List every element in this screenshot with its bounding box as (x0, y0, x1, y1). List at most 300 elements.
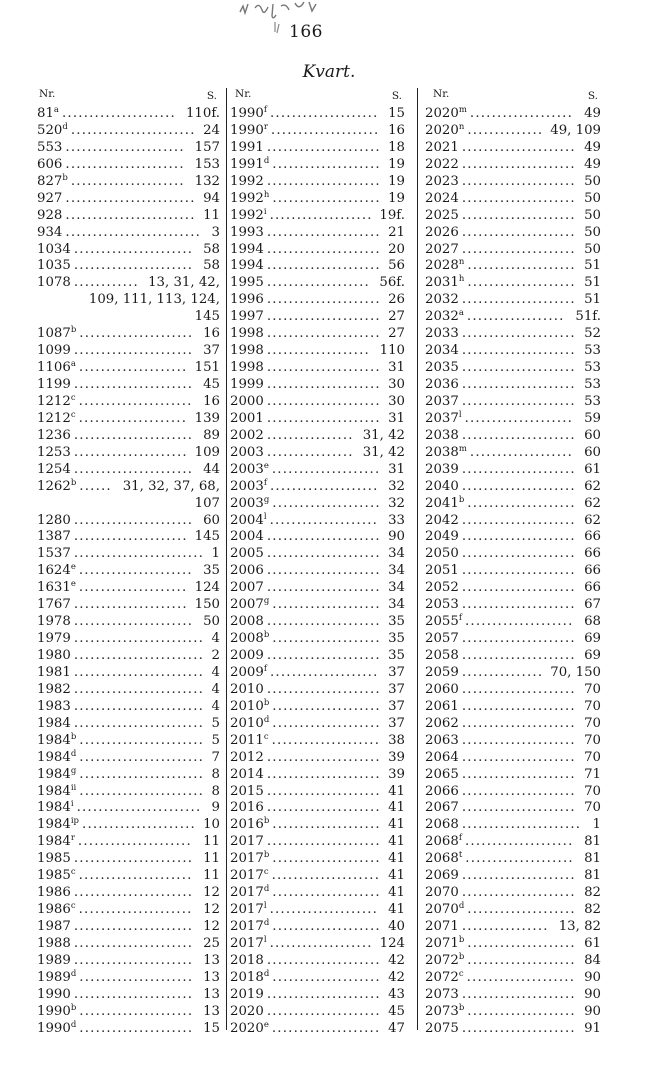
entry-suffix: a (458, 308, 464, 319)
entry-number: 1985 (37, 851, 71, 867)
entry-number: 1984$^{ii}$ (37, 782, 77, 799)
entry-suffix: m (458, 105, 467, 115)
dot-leader: .................... (269, 512, 379, 528)
entry-number: 553 (37, 139, 63, 155)
index-entry (230, 935, 405, 952)
dot-leader: ..................... (461, 156, 576, 172)
entry-pages: 51 (584, 258, 601, 274)
entry-suffix: a (70, 359, 76, 370)
entry-pages: 12 (203, 902, 220, 918)
entry-number: 2059 (425, 664, 459, 680)
index-entry (425, 715, 601, 732)
dot-leader: ..................... (461, 224, 576, 240)
index-entry (37, 969, 220, 986)
entry-number: 2039 (425, 461, 459, 477)
index-entry (37, 342, 220, 359)
dot-leader: ..................... (266, 326, 381, 342)
index-entry (230, 156, 405, 173)
index-entry (425, 512, 601, 529)
index-entry (425, 376, 601, 393)
index-entry (425, 799, 601, 816)
entry-number: 2007 (230, 580, 264, 596)
header-nr: Nr. (235, 88, 252, 100)
entry-number: 2066 (425, 783, 459, 799)
index-entry (37, 190, 220, 207)
entry-pages: 43 (388, 986, 405, 1002)
dot-leader: ..................... (266, 546, 381, 562)
dot-leader: ...................... (73, 986, 194, 1002)
dot-leader: ..................... (70, 173, 185, 189)
dot-leader: ..................... (461, 800, 576, 816)
entry-number: 2016$^b$ (230, 816, 270, 833)
entry-suffix: b (263, 697, 270, 708)
entry-number: 2034 (425, 343, 459, 359)
entry-suffix: i (70, 799, 74, 810)
entry-pages: 11 (203, 207, 220, 223)
dot-leader: ...................... (73, 258, 194, 274)
entry-pages: 35 (203, 563, 220, 579)
entry-number: 2036 (425, 377, 459, 392)
entry-suffix: l (263, 934, 267, 945)
entry-number: 1993 (230, 224, 264, 240)
dot-leader: ..................... (461, 783, 576, 799)
entry-number: 1990$^d$ (37, 1019, 77, 1036)
entry-pages: 58 (203, 241, 220, 257)
index-entry (230, 376, 405, 393)
entry-pages: 153 (194, 156, 220, 172)
entry-pages: 90 (584, 986, 601, 1002)
entry-pages: 24 (203, 122, 220, 138)
entry-pages: 60 (203, 512, 220, 528)
index-entry (425, 986, 601, 1003)
entry-number: 1984$^g$ (37, 765, 77, 782)
entry-number: 1997 (230, 309, 264, 325)
index-entry (230, 105, 405, 122)
entry-number: 1989$^d$ (37, 968, 77, 985)
entry-number: 1199 (37, 377, 71, 392)
entry-number: 1984$^d$ (37, 748, 77, 765)
entry-suffix: d (263, 918, 270, 928)
entry-pages: 51 (584, 275, 601, 291)
index-entry (37, 545, 220, 562)
entry-number: 2070 (425, 885, 459, 901)
index-entry (425, 766, 601, 783)
entry-pages: 107 (194, 495, 220, 511)
entry-suffix: d (458, 901, 465, 912)
index-entry (230, 579, 405, 596)
dot-leader: ..................... (266, 834, 381, 850)
index-entry (425, 884, 601, 901)
entry-number: 1991 (230, 139, 264, 155)
entry-number: 2033 (425, 326, 459, 342)
entry-number: 2003$^g$ (230, 494, 270, 511)
dot-leader: .................... (272, 715, 381, 731)
entry-pages: 5 (211, 715, 220, 731)
entry-number: 1236 (37, 427, 71, 443)
index-entry (425, 190, 601, 207)
dot-leader: ........................ (73, 698, 205, 714)
dot-leader: ......................... (65, 224, 202, 240)
index-entry (37, 647, 220, 664)
dot-leader: ........................ (73, 631, 205, 647)
entry-pages: 19 (388, 173, 405, 189)
entry-number: 1990$^f$ (230, 105, 267, 121)
index-entry (425, 461, 601, 478)
entry-pages: 15 (203, 1020, 220, 1036)
dot-leader: ..................... (461, 698, 576, 714)
entry-pages: 34 (388, 580, 405, 596)
entry-pages: 41 (388, 800, 405, 816)
entry-number: 1990 (37, 986, 71, 1002)
dot-leader: ........................ (73, 546, 205, 562)
entry-number: 2038$^m$ (425, 443, 467, 460)
entry-suffix: d (70, 968, 77, 979)
dot-leader: ...................... (461, 817, 582, 833)
dot-leader: ................... (269, 207, 373, 223)
entry-number: 2017$^l$ (230, 901, 267, 918)
entry-number: 1983 (37, 698, 71, 714)
dot-leader: ............... (461, 664, 544, 680)
index-entry (37, 867, 220, 884)
dot-leader: ...................... (73, 614, 194, 630)
index-entry (425, 122, 601, 139)
entry-pages: 13 (203, 986, 220, 1002)
entry-pages: 27 (388, 309, 405, 325)
entry-suffix: m (458, 443, 467, 454)
entry-number: 2017$^b$ (230, 850, 270, 867)
entry-pages: 50 (584, 173, 601, 189)
index-entry (425, 749, 601, 766)
entry-pages: 132 (194, 173, 220, 189)
entry-pages: 39 (388, 749, 405, 765)
entry-pages: 44 (203, 461, 220, 477)
entry-pages: 66 (584, 580, 601, 596)
entry-suffix: n (458, 257, 465, 268)
entry-number: 2055$^f$ (425, 613, 462, 630)
entry-suffix: d (62, 121, 68, 132)
entry-pages: 41 (388, 868, 405, 884)
entry-number: 1035 (37, 258, 71, 274)
index-entry (425, 596, 601, 613)
entry-number: 2051 (425, 563, 459, 579)
dot-leader: ..................... (266, 986, 381, 1002)
index-entry (230, 139, 405, 156)
entry-number: 2032$^a$ (425, 308, 464, 325)
dot-leader: .................... (272, 597, 381, 613)
entry-pages: 11 (203, 851, 220, 867)
entry-number: 2017$^d$ (230, 918, 270, 934)
entry-number: 2000 (230, 393, 264, 409)
dot-leader: .................... (467, 495, 576, 511)
entry-pages: 50 (584, 241, 601, 257)
entry-number: 2017$^c$ (230, 867, 269, 884)
dot-leader: ..................... (461, 1020, 576, 1036)
entry-number: 1991$^d$ (230, 155, 270, 172)
dot-leader: ..................... (461, 512, 576, 528)
entry-pages: 60 (584, 444, 601, 460)
entry-pages: 31 (388, 410, 405, 426)
entry-number: 2019 (230, 986, 264, 1002)
entry-suffix: d (70, 748, 77, 759)
dot-leader: ..................... (461, 529, 576, 545)
dot-leader: .................... (465, 851, 574, 867)
index-entry (37, 1003, 220, 1020)
index-entry (37, 257, 220, 274)
dot-leader: ..................... (266, 309, 381, 325)
dot-leader: .................... (465, 614, 574, 630)
index-entry (37, 952, 220, 969)
entry-pages: 110 (379, 343, 405, 359)
index-entry (230, 342, 405, 359)
entry-number: 2001 (230, 410, 264, 426)
dot-leader: ..................... (461, 360, 576, 376)
entry-number: 1212$^c$ (37, 392, 76, 409)
entry-pages: 61 (584, 935, 601, 951)
entry-pages: 9 (211, 800, 220, 816)
entry-suffix: b (263, 630, 270, 641)
entry-suffix: l (263, 511, 267, 522)
dot-leader: .................... (271, 868, 381, 884)
dot-leader: ..................... (77, 834, 192, 850)
dot-leader: ................ (266, 427, 354, 443)
entry-number: 1984 (37, 715, 71, 731)
entry-number: 1980 (37, 648, 71, 663)
entry-number: 2068 (425, 817, 459, 833)
entry-number: 2010$^b$ (230, 697, 270, 714)
entry-pages: 31, 42 (362, 444, 405, 460)
dot-leader: ..................... (266, 952, 381, 968)
entry-number: 1099 (37, 343, 71, 359)
index-entry (230, 901, 405, 918)
index-entry (425, 952, 601, 969)
entry-pages: 66 (584, 529, 601, 545)
column-divider (226, 88, 227, 1030)
index-entry (230, 495, 405, 512)
index-entry (425, 647, 601, 664)
entry-number: 2028$^n$ (425, 257, 465, 274)
entry-pages: 27 (388, 326, 405, 342)
entry-number: 2022 (425, 156, 459, 172)
entry-pages: 34 (388, 546, 405, 562)
dot-leader: ..................... (266, 139, 381, 155)
dot-leader: ....................... (79, 749, 205, 765)
entry-pages: 49 (584, 139, 601, 155)
entry-pages: 50 (584, 190, 601, 206)
index-entry (230, 410, 405, 427)
dot-leader: ....................... (76, 800, 202, 816)
dot-leader: ..................... (266, 292, 381, 308)
dot-leader: ..................... (266, 393, 381, 409)
entry-number: 606 (37, 156, 63, 172)
dot-leader: ....................... (79, 766, 205, 782)
entry-number: 2010$^d$ (230, 714, 270, 731)
index-entry (230, 444, 405, 461)
index-entry (425, 359, 601, 376)
dot-leader: ..................... (266, 783, 381, 799)
dot-leader: ..................... (461, 766, 576, 782)
dot-leader: ........................ (73, 715, 205, 731)
entry-number: 2038 (425, 427, 459, 443)
header-s: S. (206, 90, 217, 102)
entry-pages: 30 (388, 393, 405, 409)
entry-pages: 84 (584, 952, 601, 968)
index-entry (425, 241, 601, 258)
index-entry (230, 478, 405, 495)
entry-suffix: b (70, 325, 77, 336)
entry-suffix: f (263, 477, 267, 488)
entry-pages: 90 (388, 529, 405, 545)
dot-leader: ..................... (461, 563, 576, 579)
index-entry (425, 867, 601, 884)
dot-leader: .................... (272, 631, 381, 647)
dot-leader: ..................... (461, 648, 576, 663)
dot-leader: ................... (469, 444, 574, 460)
entry-suffix: t (458, 850, 463, 861)
entry-pages: 8 (211, 766, 220, 782)
entry-number: 2025 (425, 207, 459, 223)
dot-leader: ..................... (461, 139, 576, 155)
entry-pages: 5 (211, 732, 220, 748)
entry-suffix: f (263, 663, 267, 674)
index-entry (230, 545, 405, 562)
dot-leader: .................... (269, 902, 379, 918)
index-entry (37, 156, 220, 173)
index-entry (230, 1020, 405, 1037)
entry-number: 2049 (425, 529, 459, 545)
index-entry (37, 291, 220, 308)
index-entry (425, 901, 601, 918)
entry-number: 1253 (37, 444, 71, 460)
index-entry (37, 799, 220, 816)
entry-number: 2040 (425, 478, 459, 494)
entry-pages: 15 (388, 106, 405, 121)
dot-leader: ...................... (73, 427, 194, 443)
entry-pages: 13 (203, 1003, 220, 1019)
index-entry (37, 105, 220, 122)
index-entry (37, 664, 220, 681)
entry-number: 2027 (425, 241, 459, 257)
index-entry (230, 528, 405, 545)
entry-number: 2072$^b$ (425, 951, 465, 968)
dot-leader: ..................... (266, 648, 381, 663)
entry-number: 2020 (230, 1003, 264, 1019)
entry-number: 2021 (425, 139, 459, 155)
index-entry (37, 630, 220, 647)
entry-number: 2067 (425, 800, 459, 816)
entry-pages: 31, 42 (362, 427, 405, 443)
entry-number: 1984$^b$ (37, 731, 77, 748)
entry-number: 1996 (230, 292, 264, 308)
dot-leader: ................ (461, 919, 549, 934)
dot-leader: ..................... (266, 681, 381, 697)
index-entry (230, 291, 405, 308)
index-entry (230, 596, 405, 613)
entry-suffix: r (263, 121, 268, 132)
entry-pages: 3 (211, 224, 220, 240)
dot-leader: ..................... (461, 986, 576, 1002)
entry-pages: 70 (584, 783, 601, 799)
entry-number: 1078 (37, 275, 71, 291)
index-entry (37, 410, 220, 427)
dot-leader: ..................... (461, 292, 576, 308)
dot-leader: ....................... (79, 732, 205, 748)
entry-pages: 49 (584, 106, 601, 121)
dot-leader: ........................ (65, 207, 196, 223)
entry-pages: 11 (203, 834, 220, 850)
dot-leader: .................... (464, 410, 574, 426)
index-entry (425, 274, 601, 291)
index-entry (37, 918, 220, 935)
continuation-pages: 109, 111, 113, 124, (88, 292, 220, 308)
entry-number: 2068$^t$ (425, 850, 463, 867)
index-entry (425, 579, 601, 596)
entry-pages: 70 (584, 732, 601, 748)
entry-number: 1978 (37, 614, 71, 630)
dot-leader: .................... (272, 190, 381, 206)
index-entry (230, 274, 405, 291)
index-entry (37, 698, 220, 715)
dot-leader: ..................... (78, 563, 193, 579)
entry-number: 2012 (230, 749, 264, 765)
dot-leader: ..................... (266, 800, 381, 816)
entry-number: 1994 (230, 241, 264, 257)
entry-number: 2050 (425, 546, 459, 562)
entry-suffix: g (263, 596, 270, 607)
dot-leader: ..................... (461, 749, 576, 765)
index-entry (230, 884, 405, 901)
entry-pages: 2 (211, 648, 220, 663)
entry-pages: 32 (388, 495, 405, 511)
entry-pages: 139 (194, 410, 220, 426)
entry-number: 2062 (425, 715, 459, 731)
section-title: Kvart. (302, 62, 356, 82)
dot-leader: .................... (272, 817, 381, 833)
index-entry (425, 139, 601, 156)
dot-leader: .................... (270, 478, 379, 494)
entry-pages: 42 (388, 952, 405, 968)
entry-pages: 45 (388, 1003, 405, 1019)
index-entry (230, 393, 405, 410)
entry-number: 2009 (230, 648, 264, 663)
entry-number: 2003e (230, 460, 269, 477)
index-entry (37, 207, 220, 224)
entry-pages: 25 (203, 935, 220, 951)
dot-leader: ...................... (73, 343, 194, 359)
index-entry (37, 308, 220, 325)
index-entry (425, 918, 601, 935)
entry-pages: 16 (388, 122, 405, 138)
entry-pages: 12 (203, 919, 220, 934)
entry-number: 2020$^m$ (425, 105, 467, 121)
entry-number: 1254 (37, 461, 71, 477)
entry-pages: 58 (203, 258, 220, 274)
entry-number: 2070$^d$ (425, 901, 465, 918)
dot-leader: ................... (269, 935, 373, 951)
entry-pages: 33 (388, 512, 405, 528)
header-s: S. (391, 90, 402, 102)
entry-number: 1998 (230, 343, 264, 359)
entry-pages: 71 (584, 766, 601, 782)
entry-suffix: c (263, 731, 269, 742)
entry-suffix: e (70, 562, 76, 573)
entry-pages: 53 (584, 343, 601, 359)
entry-pages: 45 (203, 377, 220, 392)
entry-pages: 37 (388, 715, 405, 731)
entry-pages: 19f. (379, 207, 405, 223)
index-entry (425, 681, 601, 698)
entry-number: 2061 (425, 698, 459, 714)
entry-suffix: r (70, 833, 75, 844)
